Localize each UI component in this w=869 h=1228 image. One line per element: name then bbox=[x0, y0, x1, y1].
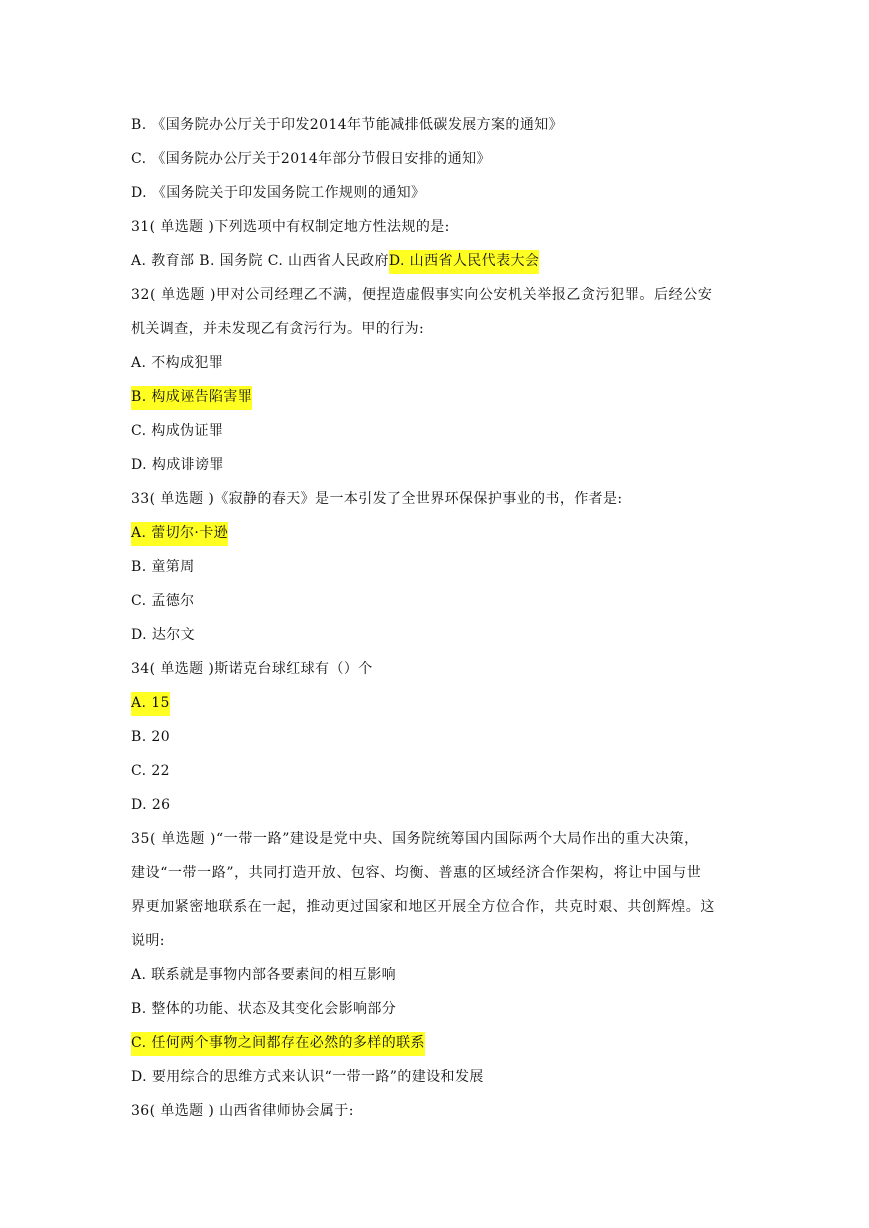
q32-stem-line2: 机关调查，并未发现乙有贪污行为。甲的行为: bbox=[131, 321, 425, 337]
q33-option-a-highlighted: A. 蕾切尔·卡逊 bbox=[131, 522, 228, 546]
q34-option-a bbox=[131, 686, 743, 720]
q35-option-a: A. 联系就是事物内部各要素间的相互影响 bbox=[131, 967, 397, 983]
q31-option-a: A. 教育部 bbox=[131, 253, 195, 269]
q34-stem: 34( 单选题 )斯诺克台球红球有（）个 bbox=[131, 661, 373, 677]
q33-option-d: D. 达尔文 bbox=[131, 627, 196, 643]
q35-option-d: D. 要用综合的思维方式来认识“一带一路”的建设和发展 bbox=[131, 1069, 484, 1085]
q35-stem-line4: 说明: bbox=[131, 933, 165, 949]
q31-option-d-highlighted: D. 山西省人民代表大会 bbox=[389, 250, 539, 274]
q32-option-a: A. 不构成犯罪 bbox=[131, 355, 224, 371]
q35-stem-line2: 建设“一带一路”，共同打造开放、包容、均衡、普惠的区域经济合作架构，将让中国与世 bbox=[131, 865, 702, 881]
q35-stem-line3: 界更加紧密地联系在一起，推动更过国家和地区开展全方位合作，共克时艰、共创辉煌。这 bbox=[131, 899, 715, 915]
q35-option-b: B. 整体的功能、状态及其变化会影响部分 bbox=[131, 1001, 397, 1017]
q32-option-b bbox=[131, 380, 743, 414]
q34-option-b: B. 20 bbox=[131, 729, 171, 745]
prev-option-d: D. 《国务院关于印发国务院工作规则的通知》 bbox=[131, 185, 426, 201]
q31-option-b: B. 国务院 bbox=[199, 253, 263, 269]
q32-stem-line1: 32( 单选题 )甲对公司经理乙不满，便捏造虚假事实向公安机关举报乙贪污犯罪。后经公安 bbox=[131, 287, 713, 303]
q36-stem: 36( 单选题 ) 山西省律师协会属于: bbox=[131, 1103, 354, 1119]
document-content bbox=[131, 108, 743, 1128]
q31-option-c: C. 山西省人民政府 bbox=[267, 253, 389, 269]
q34-option-a-highlighted: A. 15 bbox=[131, 692, 170, 716]
q31-stem: 31( 单选题 )下列选项中有权制定地方性法规的是: bbox=[131, 219, 450, 235]
prev-option-b: B. 《国务院办公厅关于印发2014年节能减排低碳发展方案的通知》 bbox=[131, 117, 564, 133]
q35-option-c-highlighted: C. 任何两个事物之间都存在必然的多样的联系 bbox=[131, 1032, 425, 1056]
q33-option-a bbox=[131, 516, 743, 550]
q35-option-c bbox=[131, 1026, 743, 1060]
q32-option-d: D. 构成诽谤罪 bbox=[131, 457, 224, 473]
q34-option-d: D. 26 bbox=[131, 797, 171, 813]
q35-stem-line1: 35( 单选题 )“一带一路”建设是党中央、国务院统筹国内国际两个大局作出的重大决策， bbox=[131, 831, 699, 847]
q33-option-b: B. 童第周 bbox=[131, 559, 195, 575]
prev-option-c: C. 《国务院办公厅关于2014年部分节假日安排的通知》 bbox=[131, 151, 491, 167]
q31-options bbox=[131, 244, 743, 278]
q33-option-c: C. 孟德尔 bbox=[131, 593, 195, 609]
q33-stem: 33( 单选题 )《寂静的春天》是一本引发了全世界环保保护事业的书，作者是: bbox=[131, 491, 623, 507]
q34-option-c: C. 22 bbox=[131, 763, 170, 779]
q32-option-b-highlighted: B. 构成诬告陷害罪 bbox=[131, 386, 252, 410]
q32-option-c: C. 构成伪证罪 bbox=[131, 423, 224, 439]
